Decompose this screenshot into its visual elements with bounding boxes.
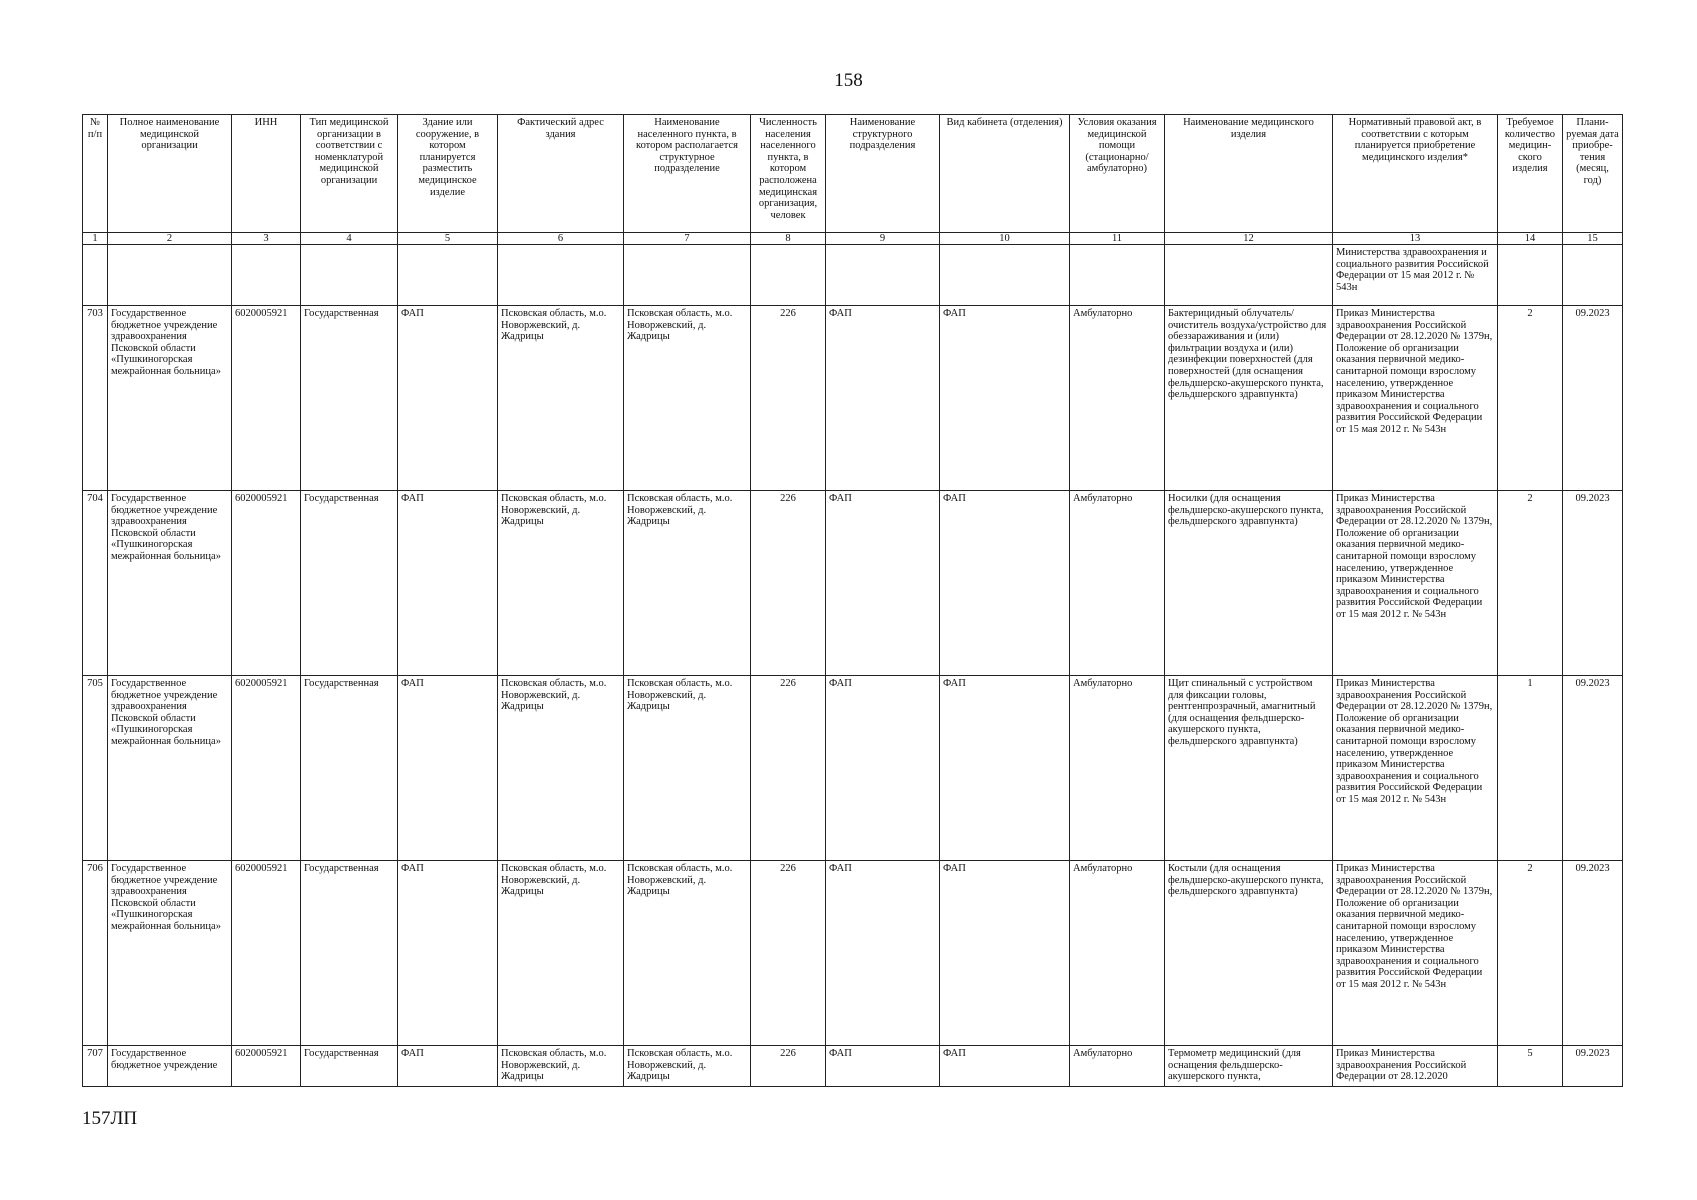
table-cell (232, 245, 301, 306)
cabinet-type: ФАП (940, 491, 1070, 676)
column-number: 3 (232, 233, 301, 245)
inn: 6020005921 (232, 861, 301, 1046)
care-conditions: Амбулаторно (1070, 676, 1165, 861)
care-conditions: Амбулаторно (1070, 861, 1165, 1046)
table-cell (624, 245, 751, 306)
settlement: Псковская область, м.о. Новоржевский, д. Жадрицы (624, 306, 751, 491)
org-type: Государственная (301, 306, 398, 491)
table-cell (1165, 245, 1333, 306)
table-cell (826, 245, 940, 306)
care-conditions: Амбулаторно (1070, 491, 1165, 676)
org-type: Государственная (301, 491, 398, 676)
quantity: 2 (1498, 861, 1563, 1046)
address: Псковская область, м.о. Новоржевский, д. Жадрицы (498, 1046, 624, 1087)
device-name: Бактерицидный облучатель/очиститель воздуха/устройство для обеззараживания и (или) фильтрации воздуха и (или) дезинфекции поверхностей (для поверхностей (для оснащения фельдшерско-акушерского пункта, фельдшерского здравпункта) (1165, 306, 1333, 491)
planned-date: 09.2023 (1563, 1046, 1623, 1087)
column-number: 15 (1563, 233, 1623, 245)
planned-date: 09.2023 (1563, 861, 1623, 1046)
building: ФАП (398, 676, 498, 861)
column-number: 12 (1165, 233, 1333, 245)
org-name: Государственное бюджетное учреждение здравоохранения Псковской области «Пушкиногорская межрайонная больница» (108, 306, 232, 491)
settlement: Псковская область, м.о. Новоржевский, д. Жадрицы (624, 1046, 751, 1087)
building: ФАП (398, 861, 498, 1046)
header-row (83, 115, 1623, 233)
structural-unit: ФАП (826, 306, 940, 491)
cabinet-type: ФАП (940, 306, 1070, 491)
header-cell: Плани-руемая дата приобре-тения (месяц, год) (1563, 115, 1623, 233)
quantity: 1 (1498, 676, 1563, 861)
legal-act: Приказ Министерства здравоохранения Российской Федерации от 28.12.2020 (1333, 1046, 1498, 1087)
continuation-text: Министерства здравоохранения и социального развития Российской Федерации от 15 мая 2012 г. № 543н (1333, 245, 1498, 306)
device-name: Носилки (для оснащения фельдшерско-акушерского пункта, фельдшерского здравпункта) (1165, 491, 1333, 676)
population: 226 (751, 491, 826, 676)
table-cell (1070, 245, 1165, 306)
header-cell: ИНН (232, 115, 301, 233)
table-cell (498, 245, 624, 306)
column-number: 10 (940, 233, 1070, 245)
quantity: 5 (1498, 1046, 1563, 1087)
column-number: 4 (301, 233, 398, 245)
header-cell: Фактический адрес здания (498, 115, 624, 233)
device-name: Костыли (для оснащения фельдшерско-акушерского пункта, фельдшерского здравпункта) (1165, 861, 1333, 1046)
planned-date: 09.2023 (1563, 491, 1623, 676)
device-name: Термометр медицинский (для оснащения фельдшерско-акушерского пункта, (1165, 1046, 1333, 1087)
structural-unit: ФАП (826, 676, 940, 861)
table-row (83, 861, 1623, 1046)
structural-unit: ФАП (826, 491, 940, 676)
table-cell (301, 245, 398, 306)
column-number: 9 (826, 233, 940, 245)
planned-date: 09.2023 (1563, 676, 1623, 861)
header-cell: Здание или сооружение, в котором планируется разместить медицинское изделие (398, 115, 498, 233)
inn: 6020005921 (232, 491, 301, 676)
column-number: 2 (108, 233, 232, 245)
header-cell: Нормативный правовой акт, в соответствии с которым планируется приобретение медицинского изделия* (1333, 115, 1498, 233)
header-cell: Численность населения населенного пункта, в котором расположена медицинская организация, человек (751, 115, 826, 233)
page-number: 158 (834, 70, 863, 91)
care-conditions: Амбулаторно (1070, 1046, 1165, 1087)
legal-act: Приказ Министерства здравоохранения Российской Федерации от 28.12.2020 № 1379н, Положение об организации оказания первичной медико-санитарной помощи взрослому населению, утвержденное приказом Министерства здравоохранения и социального развития Российской Федерации от 15 мая 2012 г. № 543н (1333, 306, 1498, 491)
structural-unit: ФАП (826, 861, 940, 1046)
inn: 6020005921 (232, 1046, 301, 1087)
table-cell (83, 245, 108, 306)
quantity: 2 (1498, 491, 1563, 676)
planned-date: 09.2023 (1563, 306, 1623, 491)
row-number: 703 (83, 306, 108, 491)
cabinet-type: ФАП (940, 861, 1070, 1046)
column-number: 6 (498, 233, 624, 245)
org-type: Государственная (301, 1046, 398, 1087)
care-conditions: Амбулаторно (1070, 306, 1165, 491)
device-name: Щит спинальный с устройством для фиксации головы, рентгенпрозрачный, амагнитный (для оснащения фельдшерско-акушерского пункта, фельдшерского здравпункта) (1165, 676, 1333, 861)
inn: 6020005921 (232, 306, 301, 491)
header-cell: № п/п (83, 115, 108, 233)
header-cell: Условия оказания медицинской помощи (стационарно/ амбулаторно) (1070, 115, 1165, 233)
building: ФАП (398, 491, 498, 676)
population: 226 (751, 676, 826, 861)
header-cell: Наименование структурного подразделения (826, 115, 940, 233)
table-cell (751, 245, 826, 306)
population: 226 (751, 1046, 826, 1087)
settlement: Псковская область, м.о. Новоржевский, д. Жадрицы (624, 491, 751, 676)
row-number: 705 (83, 676, 108, 861)
header-cell: Наименование населенного пункта, в котором располагается структурное подразделение (624, 115, 751, 233)
column-number: 11 (1070, 233, 1165, 245)
org-name: Государственное бюджетное учреждение здравоохранения Псковской области «Пушкиногорская межрайонная больница» (108, 676, 232, 861)
row-number: 706 (83, 861, 108, 1046)
legal-act: Приказ Министерства здравоохранения Российской Федерации от 28.12.2020 № 1379н, Положение об организации оказания первичной медико-санитарной помощи взрослому населению, утвержденное приказом Министерства здравоохранения и социального развития Российской Федерации от 15 мая 2012 г. № 543н (1333, 861, 1498, 1046)
header-cell: Наименование медицинского изделия (1165, 115, 1333, 233)
column-number-row (83, 233, 1623, 245)
quantity: 2 (1498, 306, 1563, 491)
address: Псковская область, м.о. Новоржевский, д. Жадрицы (498, 306, 624, 491)
column-number: 13 (1333, 233, 1498, 245)
org-name: Государственное бюджетное учреждение здравоохранения Псковской области «Пушкиногорская межрайонная больница» (108, 491, 232, 676)
column-number: 14 (1498, 233, 1563, 245)
building: ФАП (398, 306, 498, 491)
table-row (83, 1046, 1623, 1087)
table-cell (1563, 245, 1623, 306)
equipment-table (82, 114, 1623, 1087)
column-number: 5 (398, 233, 498, 245)
address: Псковская область, м.о. Новоржевский, д. Жадрицы (498, 676, 624, 861)
address: Псковская область, м.о. Новоржевский, д. Жадрицы (498, 491, 624, 676)
structural-unit: ФАП (826, 1046, 940, 1087)
settlement: Псковская область, м.о. Новоржевский, д. Жадрицы (624, 676, 751, 861)
header-cell: Тип медицинской организации в соответствии с номенклатурой медицинской организации (301, 115, 398, 233)
org-type: Государственная (301, 861, 398, 1046)
cabinet-type: ФАП (940, 676, 1070, 861)
population: 226 (751, 306, 826, 491)
table-row (83, 491, 1623, 676)
continuation-row (83, 245, 1623, 306)
table-cell (940, 245, 1070, 306)
table-row (83, 676, 1623, 861)
cabinet-type: ФАП (940, 1046, 1070, 1087)
header-cell: Требуемое количество медицин-ского изделия (1498, 115, 1563, 233)
address: Псковская область, м.о. Новоржевский, д. Жадрицы (498, 861, 624, 1046)
header-cell: Вид кабинета (отделения) (940, 115, 1070, 233)
org-name: Государственное бюджетное учреждение здравоохранения Псковской области «Пушкиногорская межрайонная больница» (108, 861, 232, 1046)
column-number: 1 (83, 233, 108, 245)
building: ФАП (398, 1046, 498, 1087)
table-cell (1498, 245, 1563, 306)
org-type: Государственная (301, 676, 398, 861)
org-name: Государственное бюджетное учреждение (108, 1046, 232, 1087)
column-number: 7 (624, 233, 751, 245)
legal-act: Приказ Министерства здравоохранения Российской Федерации от 28.12.2020 № 1379н, Положение об организации оказания первичной медико-санитарной помощи взрослому населению, утвержденное приказом Министерства здравоохранения и социального развития Российской Федерации от 15 мая 2012 г. № 543н (1333, 491, 1498, 676)
population: 226 (751, 861, 826, 1046)
legal-act: Приказ Министерства здравоохранения Российской Федерации от 28.12.2020 № 1379н, Положение об организации оказания первичной медико-санитарной помощи взрослому населению, утвержденное приказом Министерства здравоохранения и социального развития Российской Федерации от 15 мая 2012 г. № 543н (1333, 676, 1498, 861)
inn: 6020005921 (232, 676, 301, 861)
row-number: 704 (83, 491, 108, 676)
table-cell (398, 245, 498, 306)
footer-code: 157ЛП (82, 1108, 138, 1129)
row-number: 707 (83, 1046, 108, 1087)
header-cell: Полное наименование медицинской организации (108, 115, 232, 233)
column-number: 8 (751, 233, 826, 245)
table-row (83, 306, 1623, 491)
table-cell (108, 245, 232, 306)
settlement: Псковская область, м.о. Новоржевский, д. Жадрицы (624, 861, 751, 1046)
